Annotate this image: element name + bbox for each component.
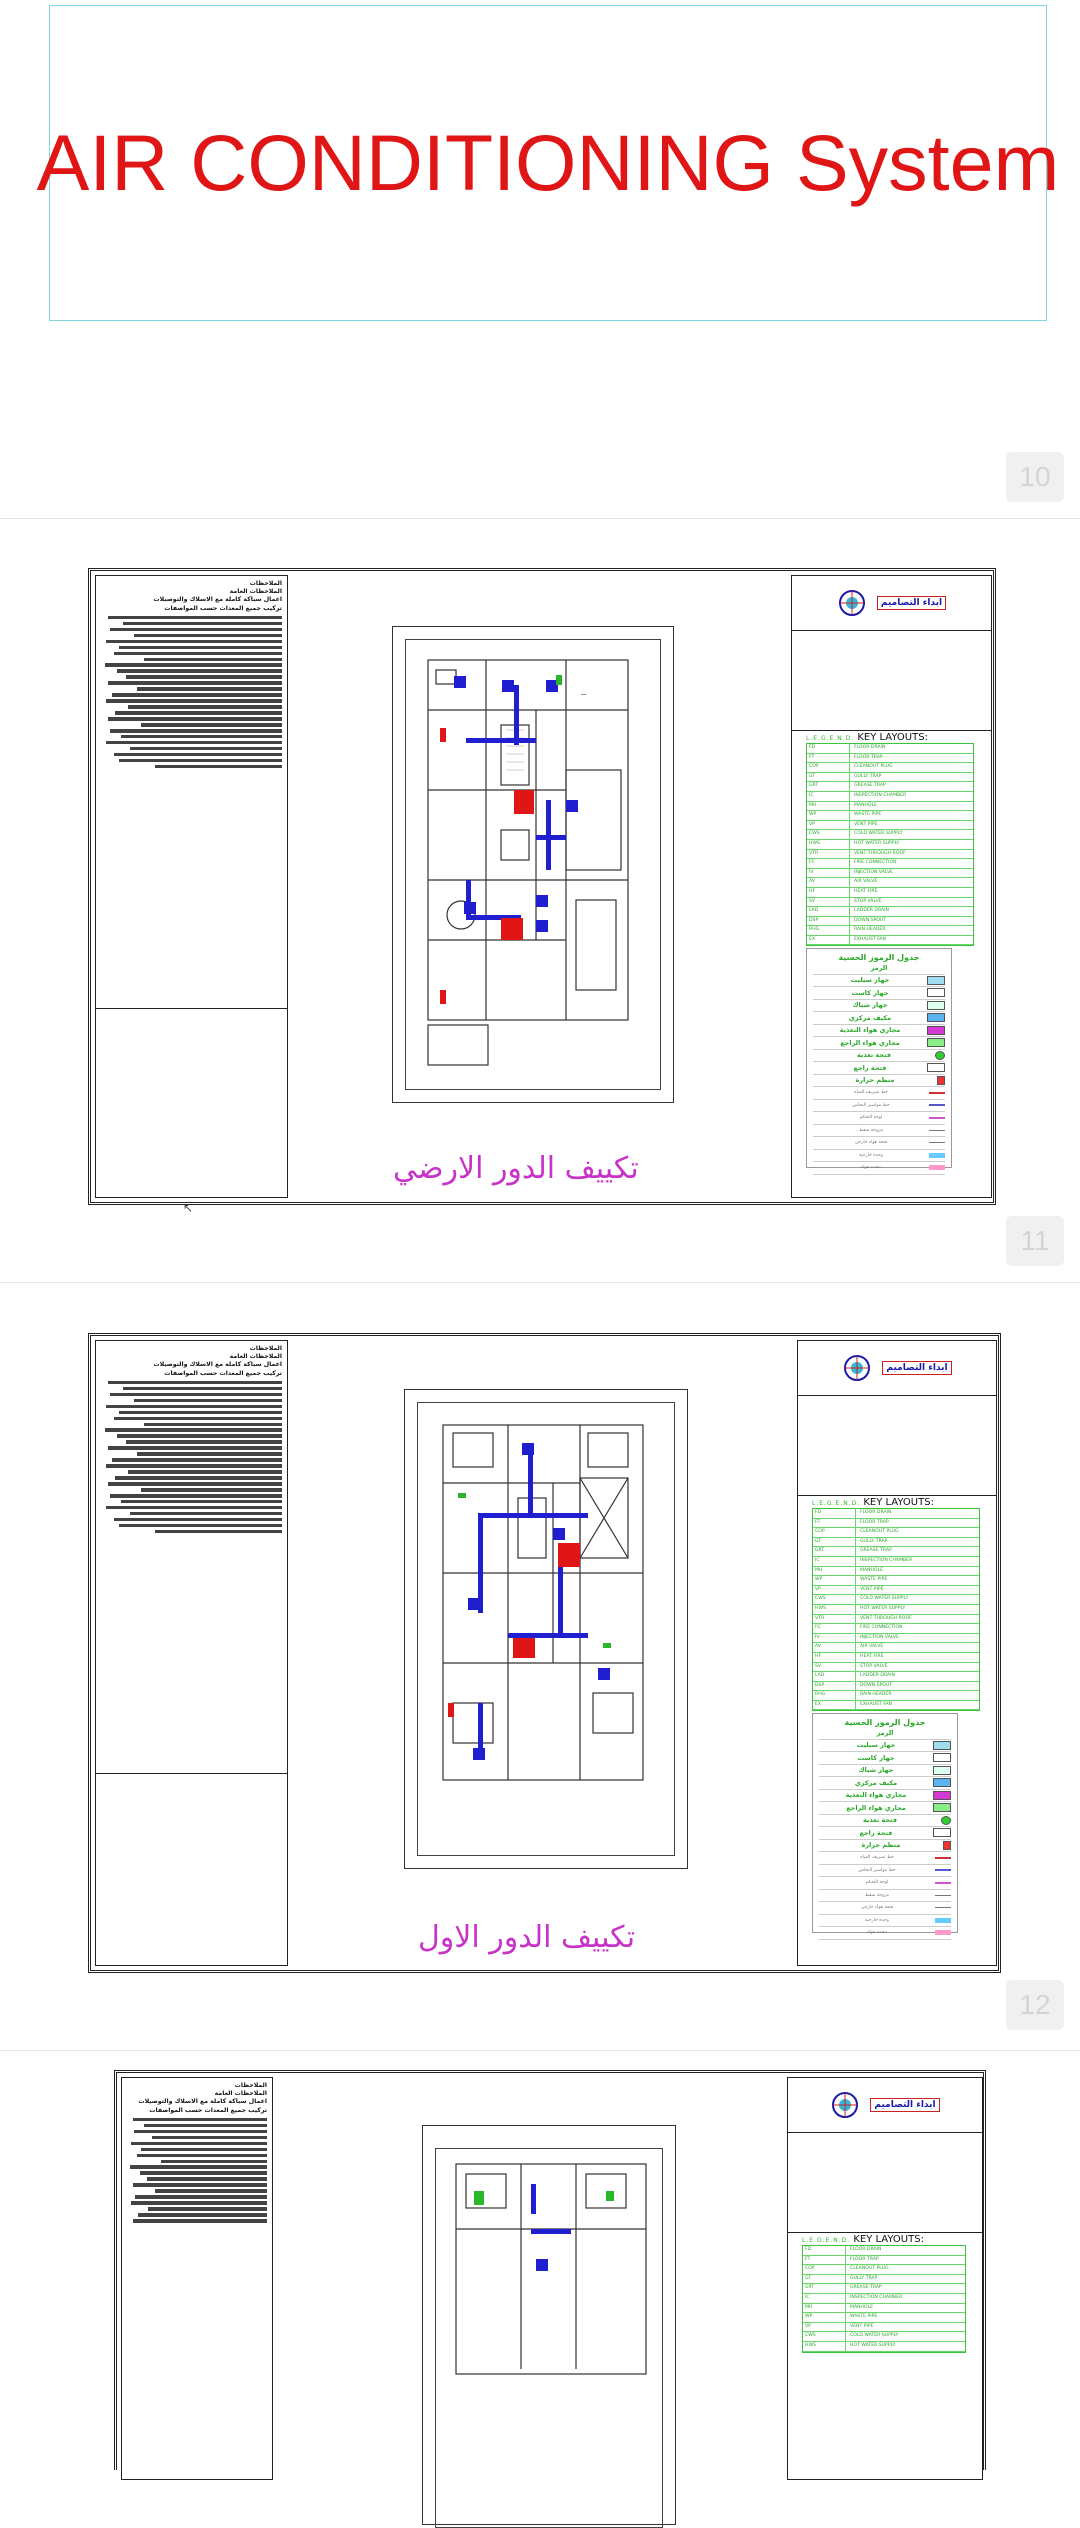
key-row: MH MANHOLE: [803, 2304, 965, 2314]
legend-item: مجاري هواء التغذية: [819, 1790, 951, 1803]
key-row: FD FLOOR DRAIN: [803, 2246, 965, 2256]
key-row: GT GULLY TRAP: [813, 1538, 979, 1548]
key-row: AV AIR VALVE: [807, 878, 973, 888]
key-row: EX EXHAUST FAN: [807, 936, 973, 946]
key-row: AV AIR VALVE: [813, 1643, 979, 1653]
legend-item: مروحة شفط: [813, 1125, 945, 1138]
drawing-sheet: [88, 568, 996, 1205]
legend-item: مخمد هواء: [819, 1927, 951, 1940]
drawing-sheet: [88, 1333, 1001, 1973]
cover-title: AIR CONDITIONING System: [36, 118, 1060, 207]
key-row: COP CLEANOUT PLUG: [813, 1528, 979, 1538]
legend-item: منظم حرارة: [819, 1840, 951, 1853]
key-row: HF HEAT FIRE: [807, 888, 973, 898]
legend-title: جدول الرموز الحسية: [844, 1718, 926, 1727]
legend-item: مجاري هواء الراجع: [813, 1037, 945, 1050]
second-floor-ac-plan: [436, 2149, 662, 2369]
page-number-badge: 12: [1006, 1980, 1064, 2030]
legend-item: مروحة شفط: [819, 1890, 951, 1903]
key-row: CWS COLD WATER SUPPLY: [807, 830, 973, 840]
key-row: COP CLEANOUT PLUG: [807, 763, 973, 773]
page-number-badge: 11: [1006, 1216, 1064, 1266]
legend-tag: L.E.G.E.N.D.: [812, 1500, 861, 1507]
notes-panel: [121, 2077, 273, 2480]
key-row: HWS HOT WATER SUPPLY: [803, 2342, 965, 2352]
revision-box: [788, 2132, 982, 2233]
key-row: GRT GREASE TRAP: [803, 2284, 965, 2294]
legend-item: مجاري هواء الراجع: [819, 1802, 951, 1815]
notes-line: اعمال سباكة كاملة مع الاسلاك والتوصيلات: [153, 596, 282, 604]
key-row: WP WASTE PIPE: [807, 811, 973, 821]
legend-item: مخمد هواء: [813, 1162, 945, 1175]
notes-line: الملاحظات العامة: [214, 2090, 267, 2098]
key-layouts-label: KEY LAYOUTS:: [853, 2234, 924, 2245]
key-row: IV INJECTION VALVE: [807, 869, 973, 879]
key-row: GT GULLY TRAP: [803, 2275, 965, 2285]
key-layouts-table: [802, 2245, 966, 2353]
notes-heading: الملاحظات: [249, 1345, 282, 1352]
legend-item: خط تصريف المياه: [813, 1087, 945, 1100]
key-layouts-label: KEY LAYOUTS:: [863, 1497, 934, 1508]
key-layouts-heading: [806, 732, 928, 743]
key-row: WP WASTE PIPE: [803, 2313, 965, 2323]
key-row: WP WASTE PIPE: [813, 1576, 979, 1586]
legend-item: فتحة هواء خارجي: [819, 1902, 951, 1915]
legend-item: جهاز كاست: [819, 1752, 951, 1765]
legend-item: فتحة راجع: [819, 1827, 951, 1840]
sheet-page-partial: [0, 2051, 1080, 2348]
key-row: FT FLOOR TRAP: [807, 754, 973, 764]
key-row: CWS COLD WATER SUPPLY: [803, 2332, 965, 2342]
legend-item: لوحة التحكم: [819, 1877, 951, 1890]
legend-item: فتحة راجع: [813, 1062, 945, 1075]
legend-tag: L.E.G.E.N.D.: [802, 2237, 851, 2244]
legend-item: منظم حرارة: [813, 1075, 945, 1088]
legend-item: فتحة تغذية: [813, 1050, 945, 1063]
legend-tag: L.E.G.E.N.D.: [806, 735, 855, 742]
notes-panel: [95, 1340, 288, 1966]
company-logo-box: [792, 576, 991, 631]
legend-item: خط مواسير النحاس: [819, 1865, 951, 1878]
sheet-page-first-floor: [0, 1283, 1080, 2049]
legend-item: وحدة خارجية: [813, 1150, 945, 1163]
key-row: SV STOP VALVE: [813, 1663, 979, 1673]
key-row: VTR VENT THROUGH ROOF: [813, 1615, 979, 1625]
floor-plan-frame: [392, 626, 674, 1103]
floor-plan-frame: [422, 2125, 676, 2525]
company-logo-box: [788, 2078, 982, 2133]
legend-item: جهاز كاست: [813, 987, 945, 1000]
key-row: CWS COLD WATER SUPPLY: [813, 1595, 979, 1605]
key-row: VP VENT PIPE: [807, 821, 973, 831]
key-row: FT FLOOR TRAP: [803, 2256, 965, 2266]
key-row: DSP DOWN SPOUT: [807, 917, 973, 927]
symbols-legend: [812, 1713, 958, 1936]
key-row: FC FIRE CONNECTION: [813, 1624, 979, 1634]
ground-floor-ac-plan: [406, 640, 660, 1089]
legend-header: الرمز: [819, 1727, 951, 1740]
company-name: ابداء التصاميم: [870, 2098, 939, 2112]
key-row: MH MANHOLE: [813, 1567, 979, 1577]
legend-title: جدول الرموز الحسية: [838, 953, 920, 962]
first-floor-ac-plan: [418, 1403, 674, 1855]
revision-box: [798, 1395, 996, 1496]
legend-item: خط تصريف المياه: [819, 1852, 951, 1865]
key-row: FD FLOOR DRAIN: [813, 1509, 979, 1519]
key-row: HWS HOT WATER SUPPLY: [807, 840, 973, 850]
key-row: DSP DOWN SPOUT: [813, 1682, 979, 1692]
legend-item: فتحة هواء خارجي: [813, 1137, 945, 1150]
legend-item: فتحة تغذية: [819, 1815, 951, 1828]
company-logo-icon: [837, 588, 867, 618]
key-row: SV STOP VALVE: [807, 898, 973, 908]
notes-line: الملاحظات العامة: [229, 1353, 282, 1361]
key-row: RHG RAIN HEADER: [807, 926, 973, 936]
key-layouts-table: [812, 1508, 980, 1711]
notes-heading: الملاحظات: [249, 580, 282, 587]
notes-line: اعمال سباكة كاملة مع الاسلاك والتوصيلات: [138, 2098, 267, 2106]
company-logo-icon: [842, 1353, 872, 1383]
key-layouts-label: KEY LAYOUTS:: [857, 732, 928, 743]
key-row: MH MANHOLE: [807, 802, 973, 812]
legend-item: جهاز شباك: [813, 1000, 945, 1013]
mouse-cursor-icon: ↖: [183, 1201, 194, 1215]
legend-item: مكيف مركزي: [813, 1012, 945, 1025]
legend-item: مجاري هواء التغذية: [813, 1025, 945, 1038]
notes-line: تركيب جميع المعدات حسب المواصفات: [149, 2106, 267, 2114]
key-row: FT FLOOR TRAP: [813, 1519, 979, 1529]
notes-text-block: [127, 2118, 267, 2223]
svg-text:ـــ: ـــ: [581, 690, 587, 697]
plan-title: تكييف الدور الارضي: [393, 1151, 639, 1186]
key-layouts-heading: [812, 1497, 934, 1508]
key-layouts-heading: [802, 2234, 924, 2245]
key-row: FC FIRE CONNECTION: [807, 859, 973, 869]
legend-item: جهاز سبليت: [813, 975, 945, 988]
key-row: HF HEAT FIRE: [813, 1653, 979, 1663]
key-row: FD FLOOR DRAIN: [807, 744, 973, 754]
drawing-sheet: [114, 2070, 986, 2470]
legend-header: الرمز: [813, 962, 945, 975]
notes-text-block: [101, 616, 282, 769]
company-logo-icon: [830, 2090, 860, 2120]
key-row: IV INJECTION VALVE: [813, 1634, 979, 1644]
legend-item: جهاز شباك: [819, 1765, 951, 1778]
key-row: COP CLEANOUT PLUG: [803, 2265, 965, 2275]
notes-heading: الملاحظات: [234, 2082, 267, 2089]
legend-item: جهاز سبليت: [819, 1740, 951, 1753]
page-number-badge: 10: [1006, 452, 1064, 502]
plan-title: تكييف الدور الاول: [418, 1920, 636, 1955]
key-row: VP VENT PIPE: [803, 2323, 965, 2333]
key-row: IC INSPECTION CHAMBER: [803, 2294, 965, 2304]
company-logo-box: [798, 1341, 996, 1396]
title-block: [791, 575, 992, 1198]
key-row: GT GULLY TRAP: [807, 773, 973, 783]
company-name: ابداء التصاميم: [882, 1361, 951, 1375]
notes-line: الملاحظات العامة: [229, 588, 282, 596]
key-row: GRT GREASE TRAP: [807, 782, 973, 792]
key-row: LAD LADDER DRAIN: [813, 1672, 979, 1682]
notes-line: تركيب جميع المعدات حسب المواصفات: [164, 1369, 282, 1377]
notes-line: تركيب جميع المعدات حسب المواصفات: [164, 604, 282, 612]
legend-item: وحدة خارجية: [819, 1915, 951, 1928]
legend-item: مكيف مركزي: [819, 1777, 951, 1790]
notes-panel: [95, 575, 288, 1198]
title-block: [797, 1340, 997, 1966]
cover-page: [0, 0, 1080, 518]
key-row: RHG RAIN HEADER: [813, 1691, 979, 1701]
legend-item: خط مواسير النحاس: [813, 1100, 945, 1113]
floor-plan-frame: [404, 1389, 688, 1869]
title-block: [787, 2077, 983, 2480]
legend-item: لوحة التحكم: [813, 1112, 945, 1125]
key-row: VP VENT PIPE: [813, 1586, 979, 1596]
revision-box: [792, 630, 991, 731]
symbols-legend: [806, 948, 952, 1171]
key-row: HWS HOT WATER SUPPLY: [813, 1605, 979, 1615]
key-row: IC INSPECTION CHAMBER: [807, 792, 973, 802]
key-row: IC INSPECTION CHAMBER: [813, 1557, 979, 1567]
key-row: GRT GREASE TRAP: [813, 1547, 979, 1557]
key-row: LAD LADDER DRAIN: [807, 907, 973, 917]
cover-frame: [36, 5, 1060, 321]
notes-line: اعمال سباكة كاملة مع الاسلاك والتوصيلات: [153, 1361, 282, 1369]
key-row: EX EXHAUST FAN: [813, 1701, 979, 1711]
key-layouts-table: [806, 743, 974, 946]
sheet-page-ground-floor: [0, 519, 1080, 1281]
company-name: ابداء التصاميم: [877, 596, 946, 610]
notes-text-block: [101, 1381, 282, 1534]
key-row: VTR VENT THROUGH ROOF: [807, 850, 973, 860]
